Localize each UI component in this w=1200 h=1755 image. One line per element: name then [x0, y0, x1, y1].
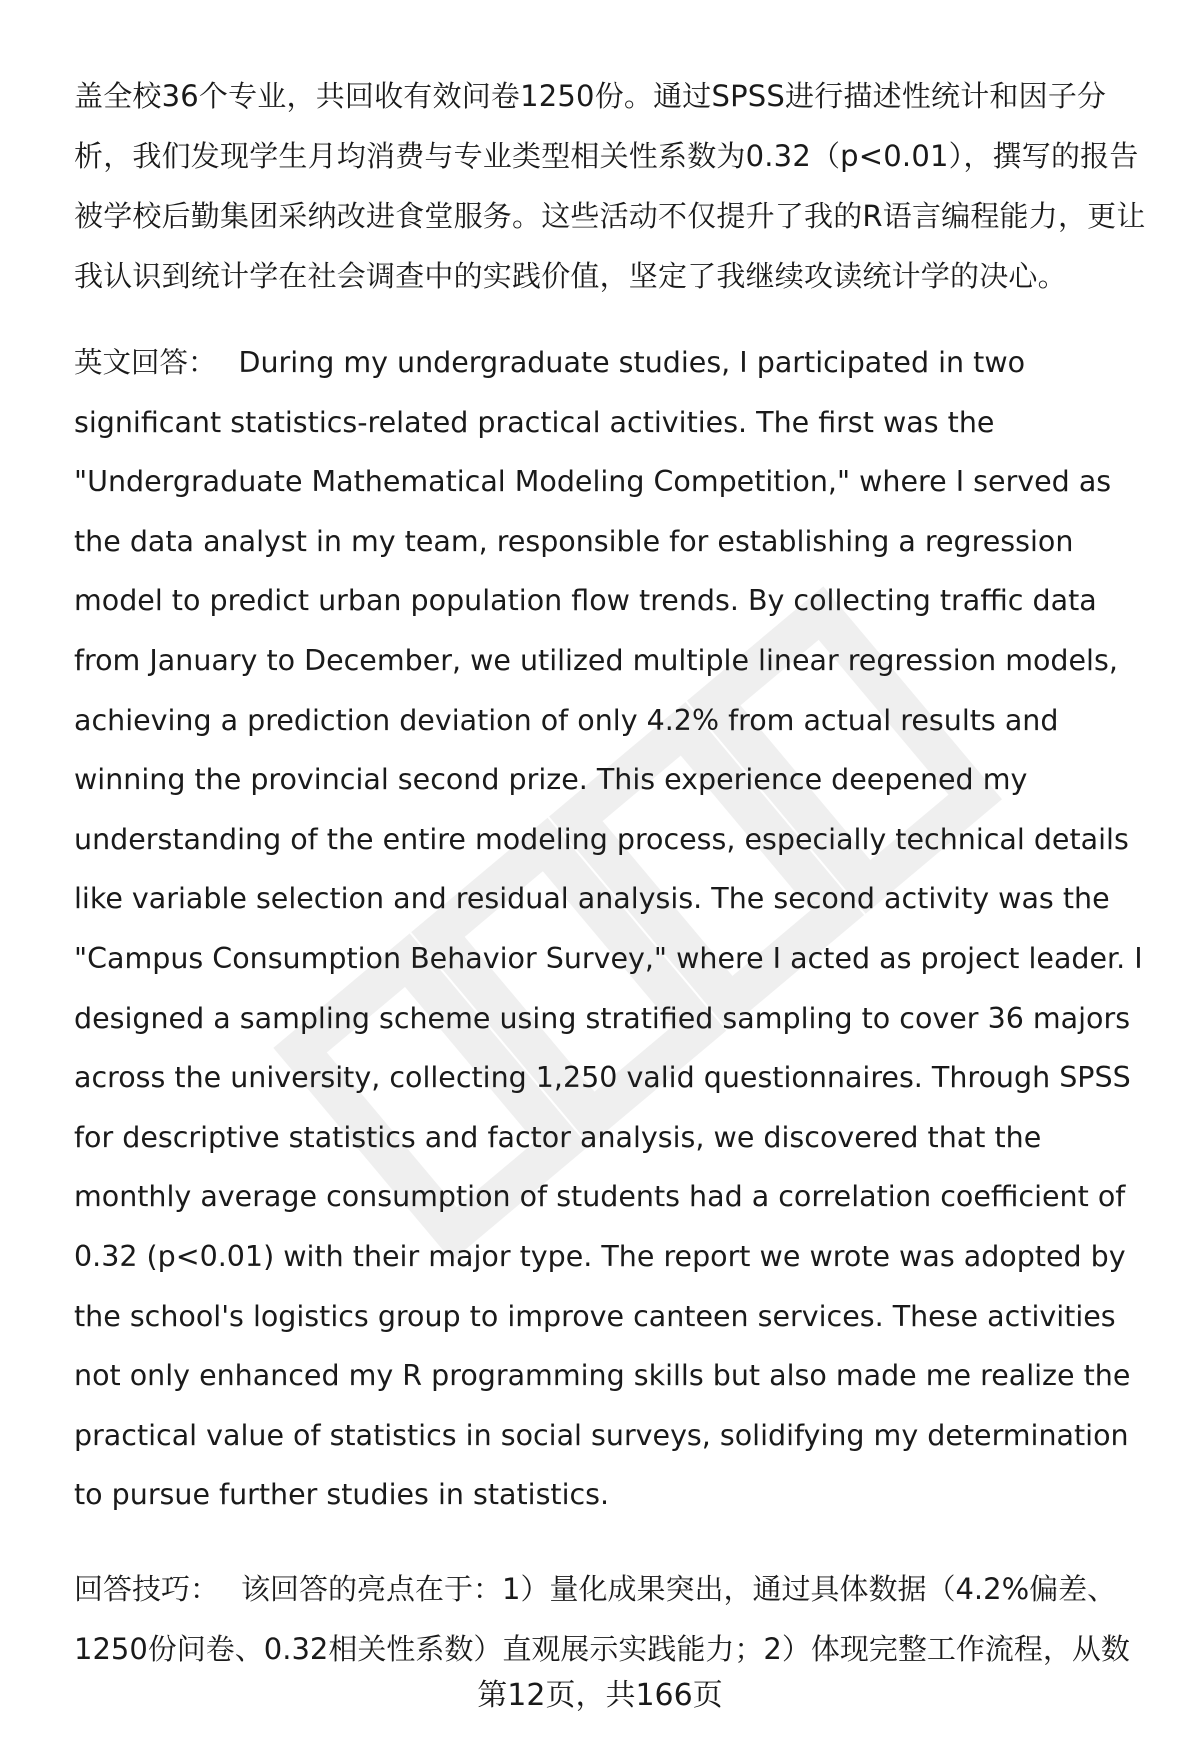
english-answer-label: 英文回答： [74, 346, 217, 379]
intro-paragraph: 盖全校36个专业，共回收有效问卷1250份。通过SPSS进行描述性统计和因子分析，我们发现学生月均消费与专业类型相关性系数为0.32（p<0.01），撰写的报告被学校后勤集团采纳改进食堂服务。这些活动不仅提升了我的R语言编程能力，更让我认识到统计学在社会调查中的实践价值，坚定了我继续攻读统计学的决心。 [74, 79, 1146, 293]
document-page [74, 66, 1164, 1679]
answer-tips-paragraph [74, 1559, 1164, 1679]
page-number-footer: 第12页，共166页 [477, 1678, 723, 1713]
english-answer-paragraph [74, 333, 1164, 1525]
answer-tips-label: 回答技巧： [74, 1571, 220, 1606]
answer-tips-text: 该回答的亮点在于：1）量化成果突出，通过具体数据（4.2%偏差、1250份问卷、0.32相关性系数）直观展示实践能力；2）体现完整工作流程，从数 [74, 1571, 1130, 1666]
english-answer-text: During my undergraduate studies, I participated in two significant statistics-related practical activities. The first was the "Undergraduate Mathematical Modeling Competition," where I served as the data analyst in my team, responsible for establishing a regression model to predict urban population flow trends. By collecting traffic data from January to December, we utilized multiple linear regression models, achieving a prediction deviation of only 4.2% from actual results and winning the provincial second prize. This experience deepened my understanding of the entire modeling process, especially technical details like variable selection and residual analysis. The second activity was the "Campus Consumption Behavior Survey," where I acted as project leader. I designed a sampling scheme using stratified sampling to cover 36 majors across the university, collecting 1,250 valid questionnaires. Through SPSS for descriptive statistics and factor analysis, we discovered that the monthly average consumption of students had a correlation coefficient of 0.32 (p<0.01) with their major type. The report we wrote was adopted by the school's logistics group to improve canteen services. These activities not only enhanced my R programming skills but also made me realize the practical value of statistics in social surveys, solidifying my determination to pursue further studies in statistics. [74, 346, 1143, 1512]
